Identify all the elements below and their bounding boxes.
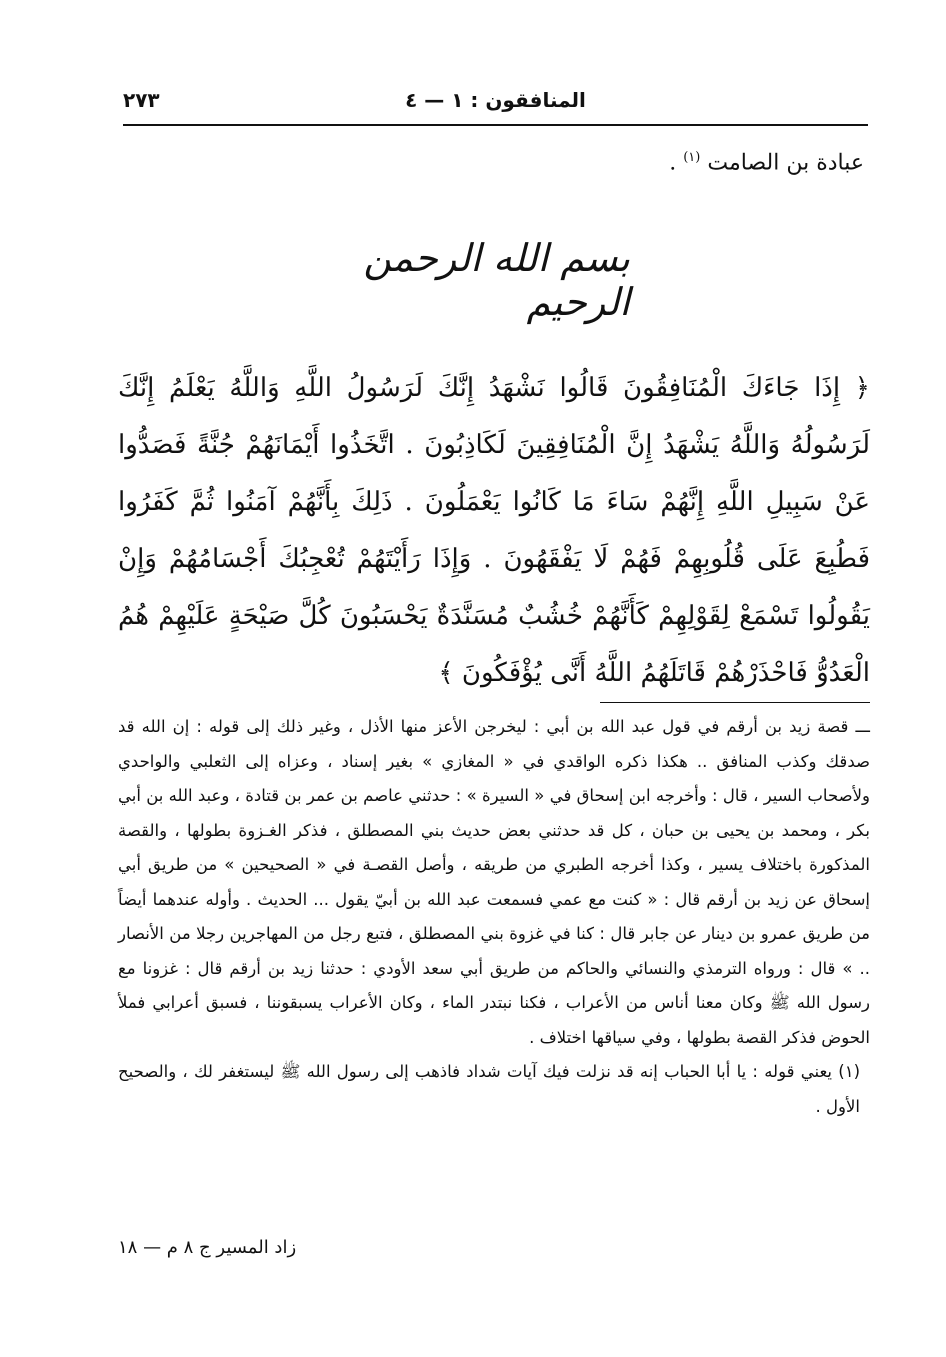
footnotes-block xyxy=(118,710,870,1124)
continuation-end: . xyxy=(669,150,684,176)
page-number: ٢٧٣ xyxy=(123,88,160,112)
quran-verse-block: ﴿ إِذَا جَاءَكَ الْمُنَافِقُونَ قَالُوا نَشْهَدُ إِنَّكَ لَرَسُولُ اللَّهِ وَاللَّهُ يَعْلَمُ إِنَّكَ لَرَسُولُهُ وَاللَّهُ يَشْهَدُ إِنَّ الْمُنَافِقِينَ لَكَاذِبُونَ . اتَّخَذُوا أَيْمَانَهُمْ جُنَّةً فَصَدُّوا عَنْ سَبِيلِ اللَّهِ إِنَّهُمْ سَاءَ مَا كَانُوا يَعْمَلُونَ . ذَلِكَ بِأَنَّهُمْ آمَنُوا ثُمَّ كَفَرُوا فَطُبِعَ عَلَى قُلُوبِهِمْ فَهُمْ لَا يَفْقَهُونَ . وَإِذَا رَأَيْتَهُمْ تُعْجِبُكَ أَجْسَامُهُمْ وَإِنْ يَقُولُوا تَسْمَعْ لِقَوْلِهِمْ كَأَنَّهُمْ خُشُبٌ مُسَنَّدَةٌ يَحْسَبُونَ كُلَّ صَيْحَةٍ عَلَيْهِمْ هُمُ الْعَدُوُّ فَاحْذَرْهُمْ قَاتَلَهُمُ اللَّهُ أَنَّى يُؤْفَكُونَ ﴾ xyxy=(118,373,870,688)
footnote-rule xyxy=(600,702,870,703)
page-header xyxy=(123,84,868,120)
footnote-1: (١) يعني قوله : يا أبا الحباب إنه قد نزلت فيك آيات شداد فاذهب إلى رسول الله ﷺ ليستغفر لك ، والصحيح الأول . xyxy=(118,1062,860,1116)
running-title: المنافقون : ١ — ٤ xyxy=(405,88,586,112)
footnote-marker: (١) xyxy=(683,150,701,165)
basmala-calligraphy: بسم الله الرحمن الرحيم xyxy=(363,236,630,324)
header-rule xyxy=(123,124,868,126)
printer-signature: زاد المسير ج ٨ م — ١٨ xyxy=(118,1237,297,1258)
continuation-text: عبادة بن الصامت xyxy=(707,150,864,176)
continuation-line xyxy=(669,150,864,175)
footnote-continued: ـــ قصة زيد بن أرقم في قول عبد الله بن أبي : ليخرجن الأعز منها الأذل ، وغير ذلك إلى قوله : إن الله قد صدقك وكذب المنافق .. هكذا ذكره الواقدي في « المغازي » بغير إسناد ، وعزاه إلى الثعلبي والواحدي ولأصحاب السير ، قال : وأخرجه ابن إسحاق في « السيرة » : حدثني عاصم بن عمر بن قتادة ، وعبد الله بن أبي بكر ، ومحمد بن يحيى بن حبان ، كل قد حدثني بعض حديث بني المصطلق ، فذكر الغـزوة بطولها ، والقصة المذكورة باختلاف يسير ، وكذا أخرجه الطبري من طريقه ، وأصل القصـة في « الصحيحين » من طريق أبي إسحاق عن زيد بن أرقم قال : « كنت مع عمي فسمعت عبد الله بن أبيّ يقول ... الحديث . وأوله عندهما أيضاً من طريق عمرو بن دينار عن جابر قال : كنا في غزوة بني المصطلق ، فتبع رجل من المهاجرين رجلا من الأنصار .. » قال : ورواه الترمذي والنسائي والحاكم من طريق أبي سعد الأودي : حدثنا زيد بن أرقم قال : غزونا مع رسول الله ﷺ وكان معنا أناس من الأعراب ، فكنا نبتدر الماء ، وكان الأعراب يسبقوننا ، فسبق أعرابي فملأ الحوض فذكر القصة بطولها ، وفي سياقها اختلاف . xyxy=(118,717,870,1047)
